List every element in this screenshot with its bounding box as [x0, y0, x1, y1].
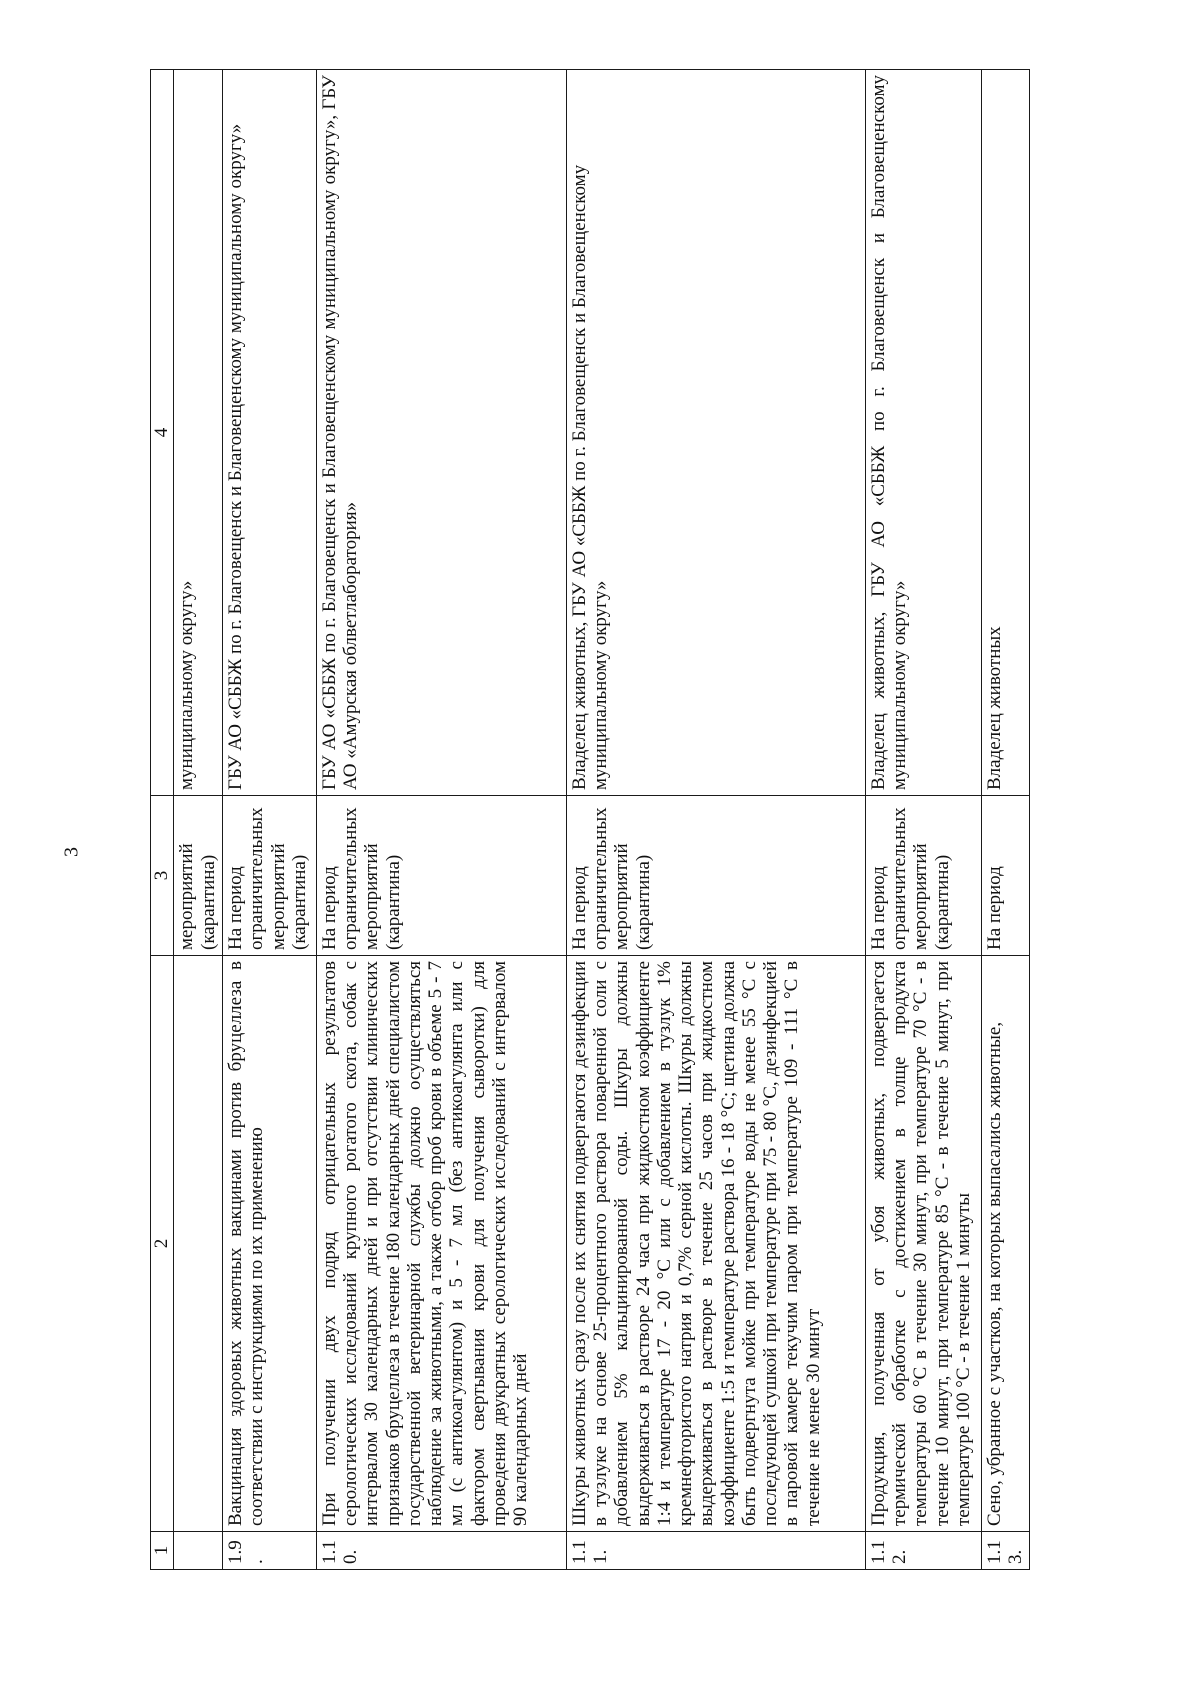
- row-period: На период ограничительных мероприятий (карантина): [566, 796, 865, 956]
- row-period: мероприятий (карантина): [174, 796, 223, 956]
- row-number: 1.12.: [865, 1532, 981, 1570]
- row-responsible: муниципальному округу»: [174, 70, 223, 796]
- measures-table: [150, 69, 1030, 1570]
- row-period: На период: [981, 796, 1029, 956]
- row-number: 1.10.: [316, 1532, 566, 1570]
- row-measure: Сено, убранное с участков, на которых выпасались животные,: [981, 956, 1029, 1532]
- header-col-1: 1: [151, 1532, 174, 1570]
- row-number: [174, 1532, 223, 1570]
- row-responsible: Владелец животных, ГБУ АО «СББЖ по г. Благовещенск и Благовещенскому муниципальному округу»: [566, 70, 865, 796]
- row-measure: Продукция, полученная от убоя животных, подвергается термической обработке с достижением в толще продукта температуры 60 °С в течение 30 минут, при температуре 70 °С - в течение 10 минут, при температуре 85 °С - в течение 5 минут, при температуре 100 °С - в течение 1 минуты: [865, 956, 981, 1532]
- row-measure: [174, 956, 223, 1532]
- row-measure: Вакцинация здоровых животных вакцинами против бруцеллеза в соответствии с инструкциями по их применению: [223, 956, 317, 1532]
- header-col-4: 4: [151, 70, 174, 796]
- table-header-row: [151, 70, 174, 1570]
- row-measure: Шкуры животных сразу после их снятия подвергаются дезинфекции в тузлуке на основе 25-процентного раствора поваренной соли с добавлением 5% кальцинированной соды. Шкуры должны выдерживаться в растворе 24 часа при жидкостном коэффициенте 1:4 и температуре 17 - 20 °С или с добавлением в тузлук 1% кремнефтористого натрия и 0,7% серной кислоты. Шкуры должны выдерживаться в растворе в течение 25 часов при жидкостном коэффициенте 1:5 и температуре раствора 16 - 18 °С; щетина должна быть подвергнута мойке при температуре воды не менее 55 °С с последующей сушкой при температуре при 75 - 80 °С, дезинфекцией в паровой камере текучим паром при температуре 109 - 111 °С в течение не менее 30 минут: [566, 956, 865, 1532]
- row-responsible: Владелец животных, ГБУ АО «СББЖ по г. Благовещенск и Благовещенскому муниципальному округу»: [865, 70, 981, 796]
- row-number: 1.13.: [981, 1532, 1029, 1570]
- row-number: 1.9.: [223, 1532, 317, 1570]
- row-responsible: ГБУ АО «СББЖ по г. Благовещенск и Благовещенскому муниципальному округу»: [223, 70, 317, 796]
- row-responsible: Владелец животных: [981, 70, 1029, 796]
- table-row: [566, 70, 865, 1570]
- page-number: 3: [60, 847, 83, 857]
- table-row-continuation: [174, 70, 223, 1570]
- table-row: [223, 70, 317, 1570]
- table-row: [865, 70, 981, 1570]
- row-responsible: ГБУ АО «СББЖ по г. Благовещенск и Благовещенскому муниципальному округу», ГБУ АО «Амурская облветлаборатория»: [316, 70, 566, 796]
- table-row: [316, 70, 566, 1570]
- header-col-2: 2: [151, 956, 174, 1532]
- table-row: [981, 70, 1029, 1570]
- row-measure: При получении двух подряд отрицательных результатов серологических исследований крупного рогатого скота, собак с интервалом 30 календарных дней и при отсутствии клинических признаков бруцеллеза в течение 180 календарных дней специалистом государственной ветеринарной службы должно осуществляться наблюдение за животными, а также отбор проб крови в объеме 5 - 7 мл (с антикоагулянтом) и 5 - 7 мл (без антикоагулянта или с фактором свертывания крови для получения сыворотки) для проведения двукратных серологических исследований с интервалом 90 календарных дней: [316, 956, 566, 1532]
- row-period: На период ограничительных мероприятий (карантина): [316, 796, 566, 956]
- row-period: На период ограничительных мероприятий (карантина): [223, 796, 317, 956]
- header-col-3: 3: [151, 796, 174, 956]
- table-container: [150, 70, 1030, 1570]
- row-period: На период ограничительных мероприятий (карантина): [865, 796, 981, 956]
- row-number: 1.11.: [566, 1532, 865, 1570]
